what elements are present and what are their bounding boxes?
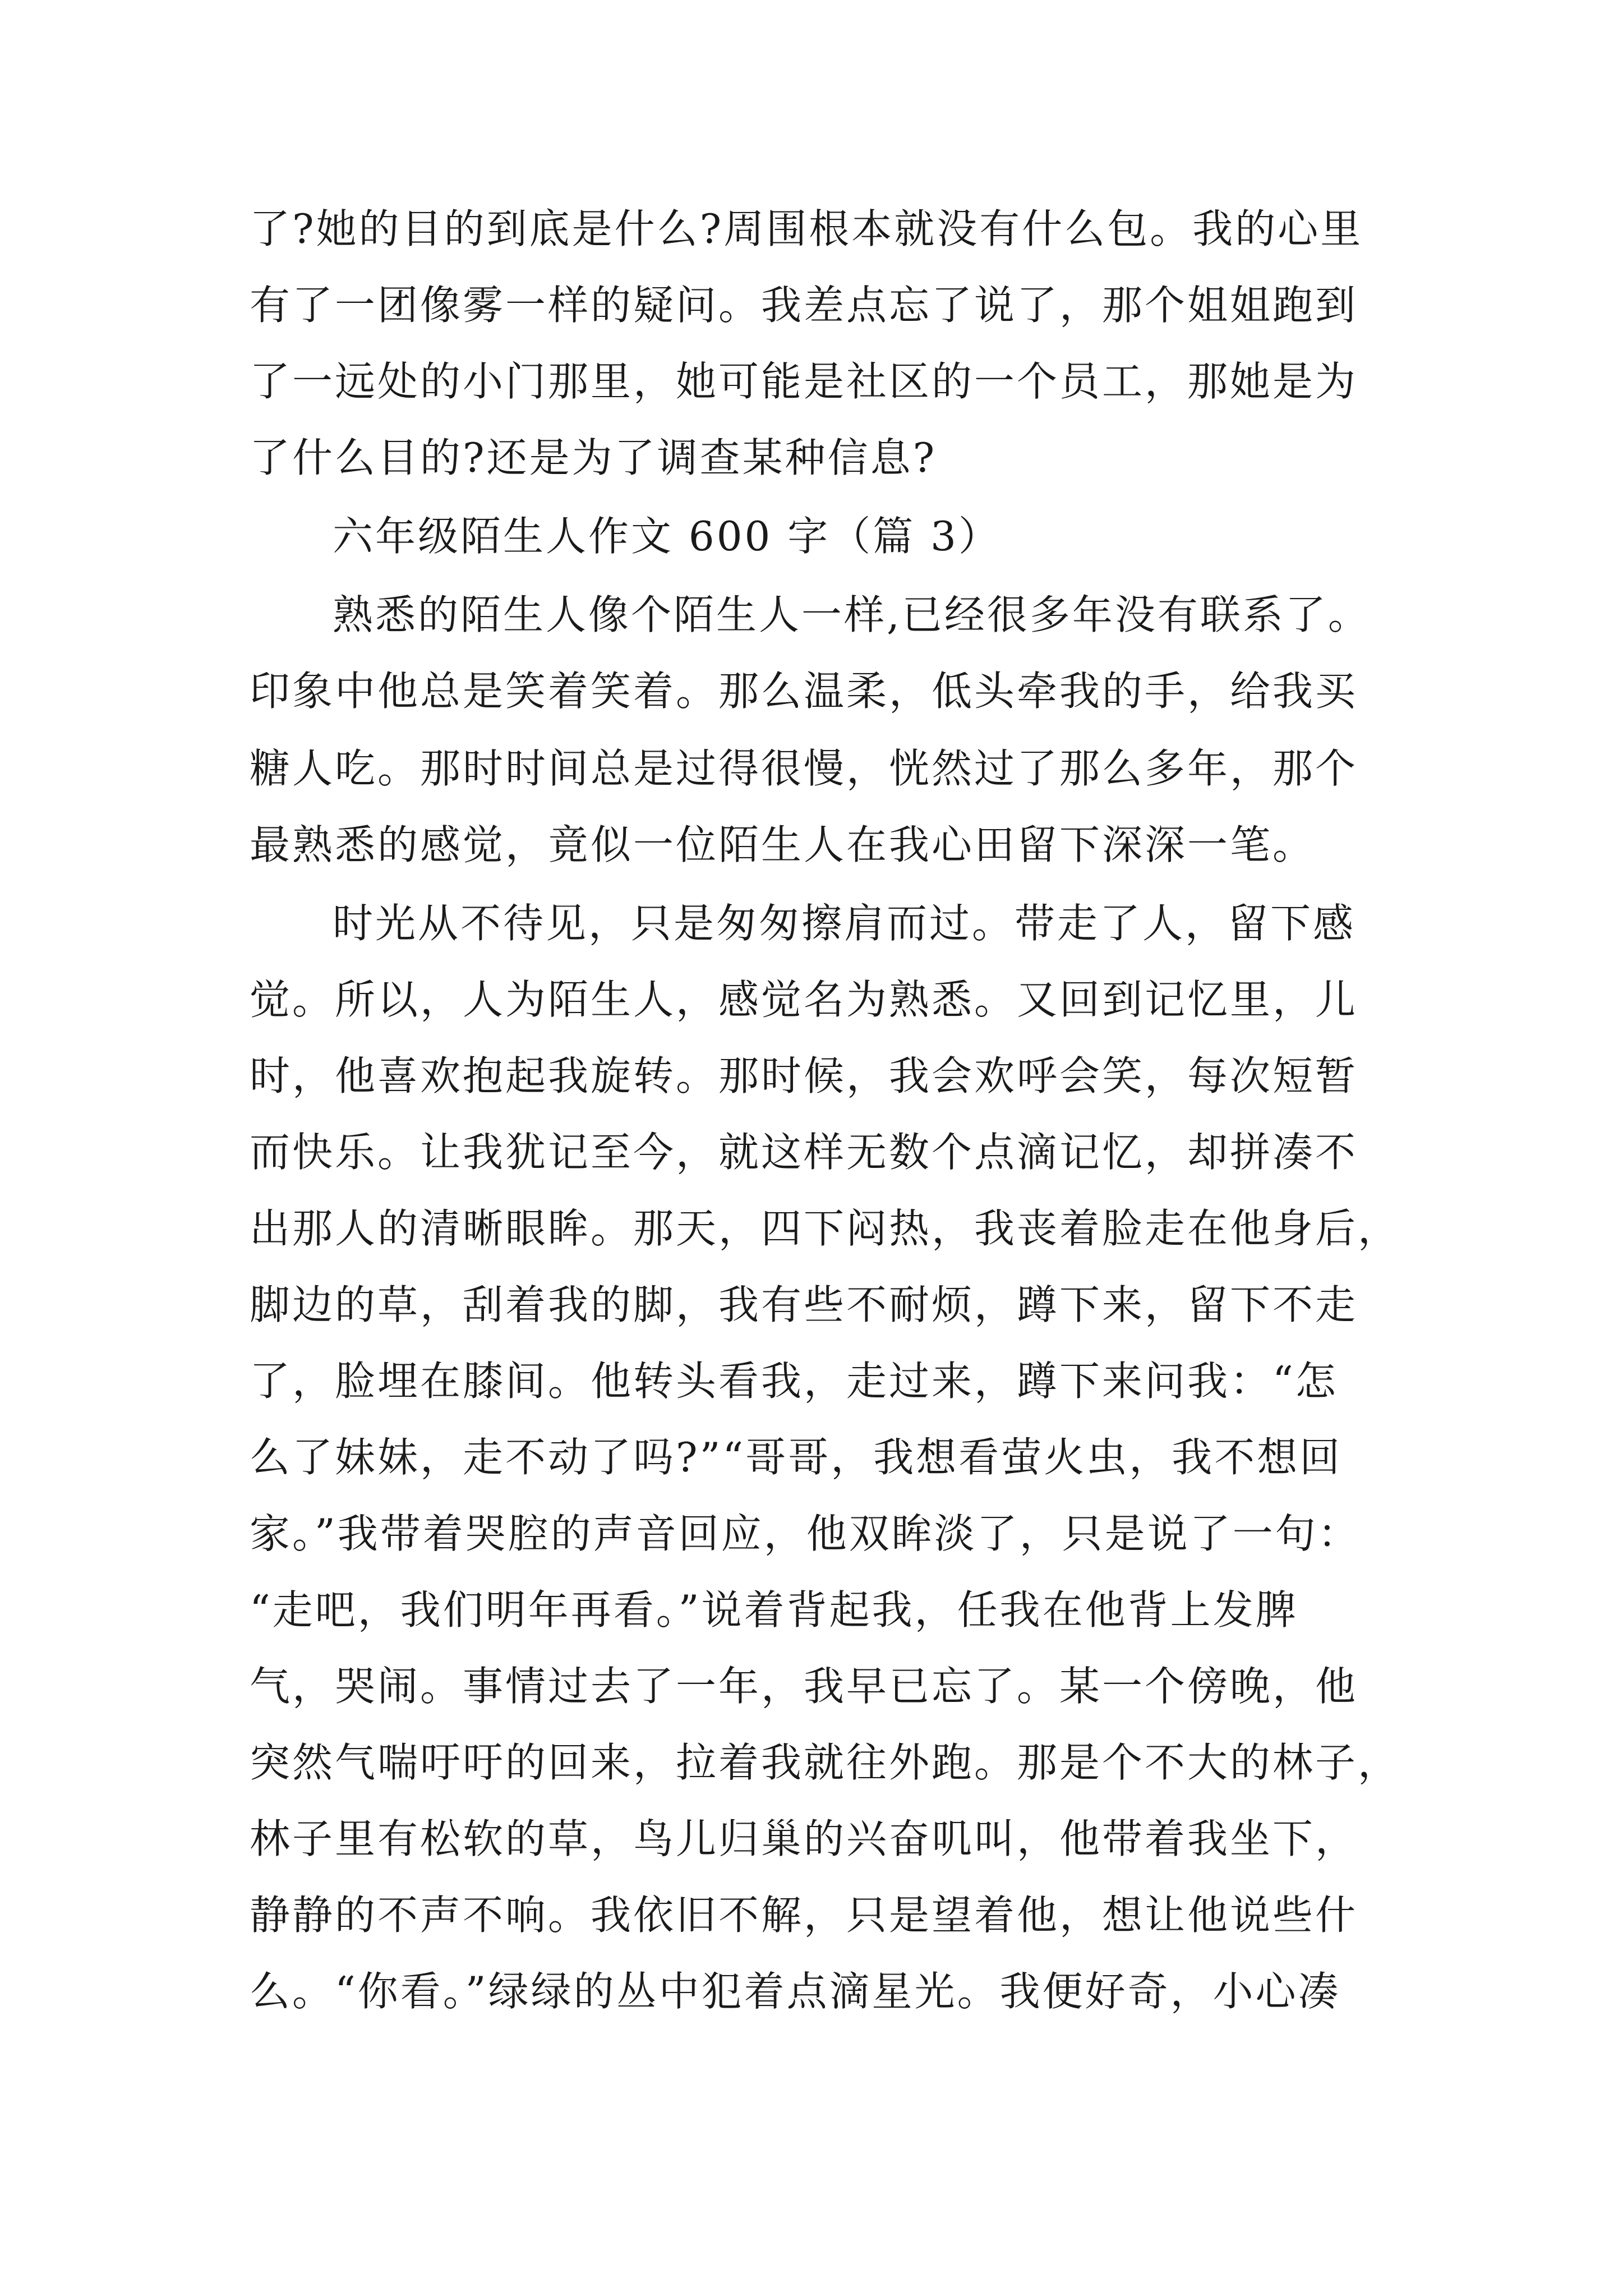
text-line: 出那人的清晰眼眸。那天，四下闷热，我丧着脸走在他身后， xyxy=(250,1205,1401,1252)
text-line: 了?她的目的到底是什么?周围根本就没有什么包。我的心里 xyxy=(250,205,1363,252)
text-line: 了什么目的?还是为了调查某种信息? xyxy=(250,434,937,481)
text-line: 静静的不声不响。我依旧不解，只是望着他，想让他说些什 xyxy=(250,1892,1358,1939)
text-line: 气，哭闹。事情过去了一年，我早已忘了。某一个傍晚，他 xyxy=(250,1663,1358,1710)
text-line: 林子里有松软的草，鸟儿归巢的兴奋叽叫，他带着我坐下， xyxy=(250,1815,1358,1862)
text-line: 家。”我带着哭腔的声音回应，他双眸淡了，只是说了一句： xyxy=(250,1510,1361,1557)
text-line: 时光从不待见，只是匆匆擦肩而过。带走了人，留下感 xyxy=(333,900,1356,947)
text-line: 最熟悉的感觉，竟似一位陌生人在我心田留下深深一笔。 xyxy=(250,821,1316,868)
text-line: 么。“你看。”绿绿的丛中犯着点滴星光。我便好奇，小心凑 xyxy=(250,1968,1341,2015)
text-line: 脚边的草，刮着我的脚，我有些不耐烦，蹲下来，留下不走 xyxy=(250,1281,1358,1328)
text-line: “走吧，我们明年再看。”说着背起我，任我在他背上发脾 xyxy=(250,1586,1298,1634)
text-line: 熟悉的陌生人像个陌生人一样,已经很多年没有联系了。 xyxy=(333,591,1371,638)
text-line: 觉。所以，人为陌生人，感觉名为熟悉。又回到记忆里，儿 xyxy=(250,976,1358,1023)
text-line: 而快乐。让我犹记至今，就这样无数个点滴记忆，却拼凑不 xyxy=(250,1129,1358,1176)
text-line: 有了一团像雾一样的疑问。我差点忘了说了，那个姐姐跑到 xyxy=(250,282,1358,329)
text-line: 时，他喜欢抱起我旋转。那时候，我会欢呼会笑，每次短暂 xyxy=(250,1052,1358,1099)
text-line: 了，脸埋在膝间。他转头看我，走过来，蹲下来问我：“怎 xyxy=(250,1358,1338,1405)
text-line: 突然气喘吁吁的回来，拉着我就往外跑。那是个不大的林子， xyxy=(250,1739,1401,1786)
text-line: 了一远处的小门那里，她可能是社区的一个员工，那她是为 xyxy=(250,358,1358,405)
text-line: 么了妹妹，走不动了吗?”“哥哥，我想看萤火虫，我不想回 xyxy=(250,1434,1343,1481)
section-heading: 六年级陌生人作文 600 字（篇 3） xyxy=(333,513,1001,560)
text-line: 糖人吃。那时时间总是过得很慢，恍然过了那么多年，那个 xyxy=(250,745,1358,792)
text-line: 印象中他总是笑着笑着。那么温柔，低头牵我的手，给我买 xyxy=(250,668,1358,715)
